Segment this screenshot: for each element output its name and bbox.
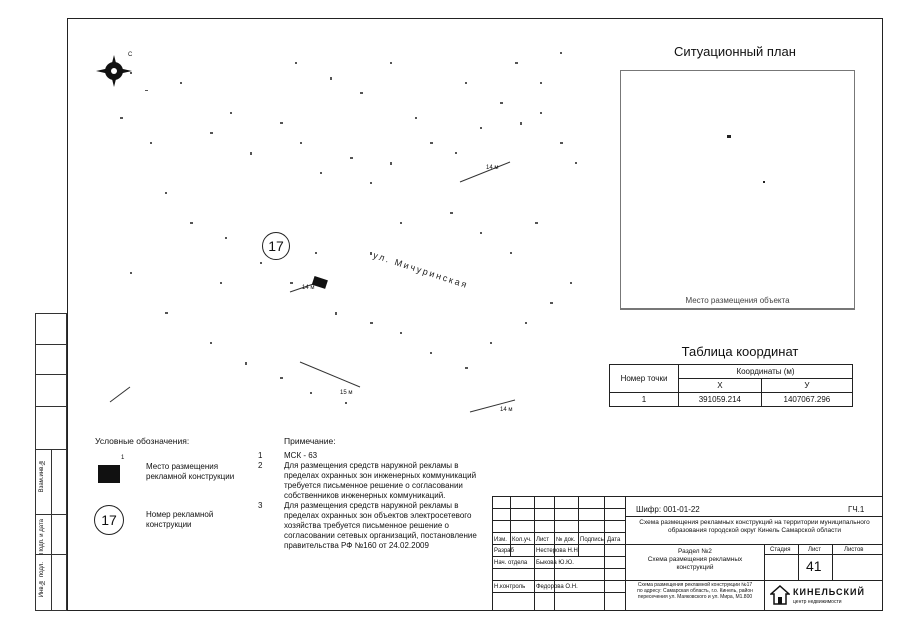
coordinates-table xyxy=(609,364,853,407)
note-num: 1 xyxy=(258,451,263,460)
situation-map-box xyxy=(620,70,855,310)
company-logo-sub: центр недвижимости xyxy=(793,599,842,605)
legend-item2-line1: Номер рекламной xyxy=(146,510,214,519)
side-strip-label-sign: Подп. и дата xyxy=(39,519,45,555)
note-text: МСК - 63 xyxy=(284,451,318,460)
legend-item1-line2: рекламной конструкции xyxy=(146,472,235,481)
map-scale-label: 14 м xyxy=(302,285,315,291)
coords-cell-point: 1 xyxy=(610,393,679,407)
stamp-project-title xyxy=(626,519,883,535)
note-line: пределах охранных зон объектов электросетевого xyxy=(284,511,472,520)
legend-item2 xyxy=(146,510,213,530)
map-area xyxy=(70,22,610,422)
compass-icon xyxy=(94,53,134,89)
stamp-section-2: Схема размещения рекламных xyxy=(647,556,743,563)
note-line: Для размещения средств наружной рекламы в xyxy=(284,461,459,470)
note-line: пределах охранных зон инженерных коммуникаций xyxy=(284,471,477,480)
legend-title: Условные обозначения: xyxy=(95,436,190,446)
note-line: согласовании сетевых организаций, постановление xyxy=(284,531,477,540)
legend-item1-index: 1 xyxy=(121,455,125,461)
map-line xyxy=(460,162,510,182)
situation-dot xyxy=(763,181,765,183)
stamp-sheet-code: ГЧ.1 xyxy=(848,505,865,514)
stamp-role-1: Разраб xyxy=(494,548,514,554)
north-letter: С xyxy=(128,52,133,58)
coords-cell-y: 1407067.296 xyxy=(761,393,852,407)
legend-ad-symbol xyxy=(98,465,120,483)
stamp-name-1: Нестерова Н.Н xyxy=(536,548,578,554)
coords-header-y: У xyxy=(761,379,852,393)
note-item xyxy=(258,461,488,501)
coords-header-point: Номер точки xyxy=(610,365,679,393)
stamp-project-title-1: Схема размещения рекламных конструкций на территории муниципального xyxy=(639,519,870,526)
situation-caption: Место размещения объекта xyxy=(685,296,790,305)
stamp-stadia-label: Стадия xyxy=(770,547,791,553)
situation-object-mark xyxy=(727,135,731,138)
map-scale-label: 14 м xyxy=(500,407,513,413)
stamp-project-title-2: образования городской округ Кинель Самарской области xyxy=(668,527,841,534)
side-strip-divider xyxy=(36,374,66,375)
side-strip-vline xyxy=(51,449,52,611)
legend-item1 xyxy=(146,462,234,482)
situation-underline xyxy=(620,308,855,309)
legend-item1-line1: Место размещения xyxy=(146,462,219,471)
note-line: собственников инженерных коммуникаций. xyxy=(284,491,446,500)
stamp-address-2: по адресу: Самарская область, г.о. Кинель, район xyxy=(637,588,753,594)
map-line xyxy=(300,362,360,387)
note-item xyxy=(258,451,488,461)
table-row xyxy=(610,393,853,407)
stamp-role-3: Н.контроль xyxy=(494,584,526,590)
notes-title: Примечание: xyxy=(284,436,336,446)
note-line: хозяйства требуется письменное решение о xyxy=(284,521,449,530)
stamp-name-3: Федорова О.Н. xyxy=(536,584,578,590)
coords-header-x: X xyxy=(679,379,762,393)
stamp-role-2: Нач. отдела xyxy=(494,560,528,566)
map-line xyxy=(110,387,130,402)
note-num: 2 xyxy=(258,461,263,470)
coords-header-coords: Координаты (м) xyxy=(679,365,853,379)
stamp-col-koluch: Кол.уч. xyxy=(512,537,532,543)
notes-list xyxy=(258,451,488,551)
company-logo-icon xyxy=(770,585,790,605)
stamp-section-3: конструкций xyxy=(676,564,714,571)
stamp-address xyxy=(626,582,764,600)
title-block xyxy=(492,496,883,611)
legend-item2-line2: конструкции xyxy=(146,520,192,529)
stamp-list-label: Лист xyxy=(808,547,822,553)
side-strip-divider xyxy=(36,344,66,345)
note-line: Для размещения средств наружной рекламы в xyxy=(284,501,459,510)
side-strip xyxy=(35,313,67,611)
side-strip-label-inv: Инв.№ подл. xyxy=(39,562,45,598)
stamp-section xyxy=(626,548,764,572)
note-line: правительства РФ №160 от 24.02.2009 xyxy=(284,541,429,550)
stamp-col-podpis: Подпись xyxy=(580,537,604,543)
stamp-col-list: Лист xyxy=(536,537,550,543)
coordinates-title: Таблица координат xyxy=(681,344,799,359)
map-scale-label: 15 м xyxy=(340,390,353,396)
coords-cell-x: 391059.214 xyxy=(679,393,762,407)
side-strip-label-replace: Взам.инв.№ xyxy=(39,459,45,493)
note-num: 3 xyxy=(258,501,263,510)
note-item xyxy=(258,501,488,551)
stamp-section-1: Раздел №2 xyxy=(678,548,712,555)
stamp-col-data: Дата xyxy=(607,537,621,543)
stamp-cipher: Шифр: 001-01-22 xyxy=(636,505,700,514)
stamp-col-ndok: № док. xyxy=(556,537,576,543)
stamp-col-izm: Изм. xyxy=(494,537,507,543)
stamp-address-3: пересечения ул. Маяковского и ул. Мира, М1.800 xyxy=(637,594,753,600)
situation-title: Ситуационный план xyxy=(674,44,796,59)
map-scale-label: 14 м xyxy=(486,165,499,171)
side-strip-divider xyxy=(36,406,66,407)
company-logo-text: КИНЕЛЬСКИЙ xyxy=(793,587,865,597)
stamp-list-value: 41 xyxy=(806,558,822,574)
map-noise xyxy=(120,52,577,404)
map-marker-17: 17 xyxy=(262,232,290,260)
stamp-name-2: Быкова Ю.Ю. xyxy=(536,560,574,566)
stamp-listov-label: Листов xyxy=(844,547,864,553)
stamp-address-1: Схема размещения рекламной конструкции №17 xyxy=(637,582,753,588)
street-label: ул. Мичуринская xyxy=(371,250,470,291)
legend-number-symbol: 17 xyxy=(94,505,124,535)
note-line: требуется письменное решение о согласовании xyxy=(284,481,463,490)
